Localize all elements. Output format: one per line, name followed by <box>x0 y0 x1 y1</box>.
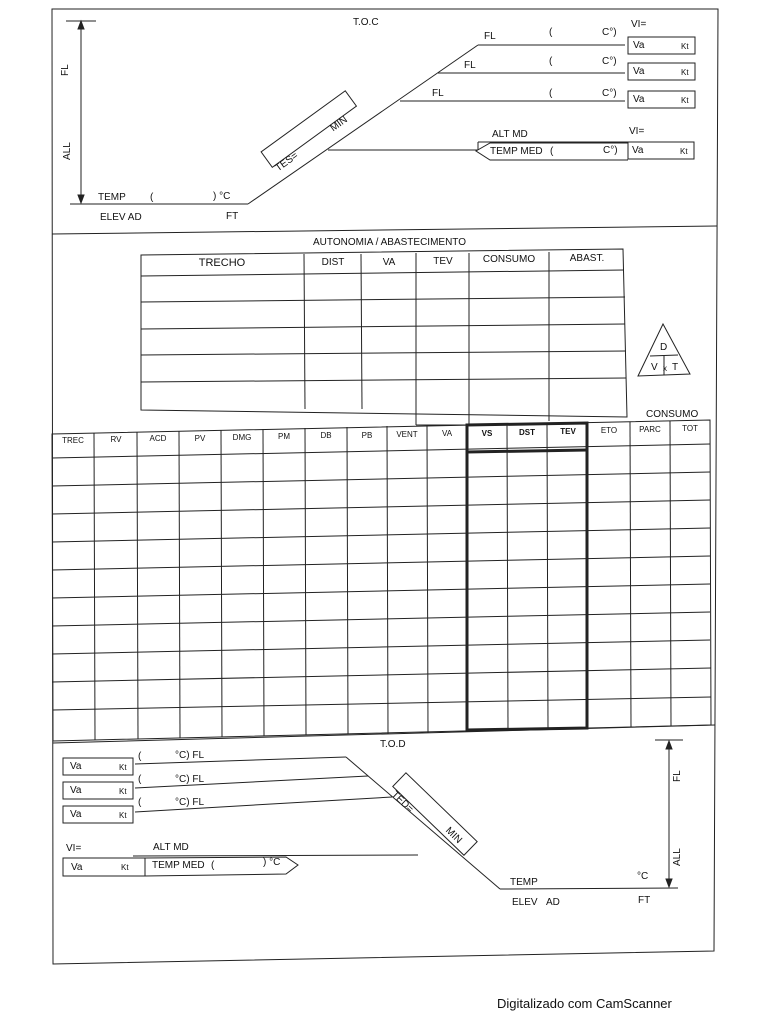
climb-fl2-label: FL <box>464 60 476 71</box>
climb-axis-arrow-down <box>78 195 84 203</box>
descent-temp-med: TEMP MED <box>152 860 205 871</box>
descent-temp-med-paren: ( <box>211 860 215 871</box>
autonomia-header-tev: TEV <box>433 256 453 267</box>
triangle-v: V <box>651 362 658 373</box>
navlog-h-dst: DST <box>519 428 535 437</box>
navlog-h-vs: VS <box>481 429 493 438</box>
climb-vi-bottom: VI= <box>629 126 645 137</box>
scanner-watermark: Digitalizado com CamScanner <box>497 996 672 1011</box>
toc-label: T.O.C <box>353 17 379 28</box>
tes-box <box>261 91 356 168</box>
navlog-h-va: VA <box>441 429 453 438</box>
navlog-consumo-label: CONSUMO <box>646 409 699 420</box>
descent-paren-2: ( <box>138 774 142 785</box>
autonomia-header-va: VA <box>382 257 396 268</box>
climb-kt-2: Kt <box>681 68 689 77</box>
descent-ft-label: FT <box>638 895 651 906</box>
navlog-h-acd: ACD <box>149 434 167 443</box>
sheet-border <box>52 9 718 964</box>
descent-va-3[interactable]: Va <box>70 809 82 820</box>
navlog-h-db: DB <box>320 431 332 440</box>
triangle-d: D <box>660 342 668 353</box>
descent-all-axis-label: ALL <box>672 848 683 866</box>
descent-kt-1: Kt <box>119 763 127 772</box>
climb-temp-label: TEMP <box>98 192 126 203</box>
climb-temp-med: TEMP MED <box>490 146 543 157</box>
climb-fl3-paren: ( <box>549 88 553 99</box>
descent-base-line <box>500 888 678 889</box>
climb-slope <box>248 45 478 204</box>
autonomia-header-abast: ABAST. <box>569 253 605 264</box>
navlog-h-pv: PV <box>194 434 206 443</box>
descent-unit-1: °C) FL <box>175 750 204 761</box>
navlog-border <box>52 420 711 741</box>
tod-label: T.O.D <box>380 739 406 750</box>
vs-dst-tev-highlight <box>467 423 587 730</box>
ted-label: TED= <box>389 789 416 816</box>
descent-elev-label: ELEV <box>512 897 538 908</box>
descent-fl2-line <box>135 776 368 788</box>
descent-temp-med-unit: ) °C <box>263 857 281 868</box>
climb-ft-label: FT <box>226 211 239 222</box>
descent-axis-arrow-up <box>666 741 672 749</box>
descent-va-1[interactable]: Va <box>70 761 82 772</box>
descent-fl-axis-label: FL <box>672 770 683 782</box>
descent-unit-2: °C) FL <box>175 774 204 785</box>
descent-temp-label: TEMP <box>510 877 538 888</box>
tes-min-label: MIN <box>328 114 350 135</box>
climb-fl-axis-label: FL <box>60 64 71 76</box>
descent-paren-3: ( <box>138 797 142 808</box>
climb-va-1[interactable]: Va <box>633 40 645 51</box>
descent-med-kt: Kt <box>121 863 129 872</box>
triangle-t: T <box>672 362 679 373</box>
autonomia-header-trecho: TRECHO <box>198 257 246 269</box>
navlog-h-rv: RV <box>110 435 122 444</box>
climb-temp-med-unit: C°) <box>603 145 618 156</box>
navlog-h-tev: TEV <box>560 427 576 436</box>
triangle-x: x <box>663 364 667 373</box>
navlog-header-line <box>52 444 710 458</box>
climb-temp-med-paren: ( <box>550 146 554 157</box>
navlog-h-dmg: DMG <box>232 433 252 442</box>
descent-ad-label: AD <box>546 897 560 908</box>
ted-box <box>393 773 477 855</box>
descent-alt-md-line <box>133 855 418 856</box>
autonomia-header-consumo: CONSUMO <box>482 254 536 265</box>
descent-fl1-line <box>135 757 346 764</box>
tes-label: TES= <box>273 150 301 175</box>
navlog-h-parc: PARC <box>639 425 661 434</box>
ted-min-label: MIN <box>443 825 464 846</box>
navlog-h-pm: PM <box>278 432 290 441</box>
descent-va-2[interactable]: Va <box>70 785 82 796</box>
climb-axis-arrow-up <box>78 21 84 29</box>
descent-alt-md: ALT MD <box>153 842 189 853</box>
climb-va-3[interactable]: Va <box>633 94 645 105</box>
descent-kt-2: Kt <box>119 787 127 796</box>
autonomia-title: AUTONOMIA / ABASTECIMENTO <box>313 237 466 248</box>
navlog-row-lines <box>52 472 711 710</box>
descent-unit-3: °C) FL <box>175 797 204 808</box>
descent-vi-label: VI= <box>66 843 82 854</box>
navlog-h-vent: VENT <box>396 430 418 439</box>
navlog-col-lines <box>94 421 671 740</box>
climb-fl1-paren: ( <box>549 27 553 38</box>
climb-fl1-unit: C°) <box>602 27 617 38</box>
descent-paren-1: ( <box>138 751 142 762</box>
climb-fl3-unit: C°) <box>602 88 617 99</box>
climb-all-axis-label: ALL <box>62 142 73 160</box>
descent-c-label: °C <box>637 871 649 882</box>
climb-temp-paren: ( <box>150 192 154 203</box>
autonomia-header-dist: DIST <box>321 257 345 268</box>
autonomia-table-border <box>141 249 627 417</box>
climb-med-va[interactable]: Va <box>632 145 644 156</box>
climb-fl2-unit: C°) <box>602 56 617 67</box>
climb-kt-3: Kt <box>681 96 689 105</box>
descent-kt-3: Kt <box>119 811 127 820</box>
descent-slope <box>346 757 500 889</box>
climb-med-kt: Kt <box>680 147 688 156</box>
climb-fl1-label: FL <box>484 31 496 42</box>
navlog-h-eto: ETO <box>600 426 618 435</box>
descent-axis-arrow-down <box>666 879 672 887</box>
climb-fl2-paren: ( <box>549 56 553 67</box>
climb-elev-label: ELEV AD <box>100 212 142 223</box>
climb-alt-md: ALT MD <box>492 129 528 140</box>
descent-fl3-line <box>135 797 392 812</box>
climb-temp-unit: ) °C <box>213 191 231 202</box>
navlog-h-pb: PB <box>361 431 373 440</box>
climb-kt-1: Kt <box>681 42 689 51</box>
separator-climb <box>52 226 717 234</box>
climb-fl3-label: FL <box>432 88 444 99</box>
climb-va-2[interactable]: Va <box>633 66 645 77</box>
navlog-h-trec: TREC <box>62 436 84 445</box>
climb-vi-top: VI= <box>631 19 647 30</box>
descent-med-va[interactable]: Va <box>71 862 83 873</box>
navlog-h-tot: TOT <box>682 424 698 433</box>
